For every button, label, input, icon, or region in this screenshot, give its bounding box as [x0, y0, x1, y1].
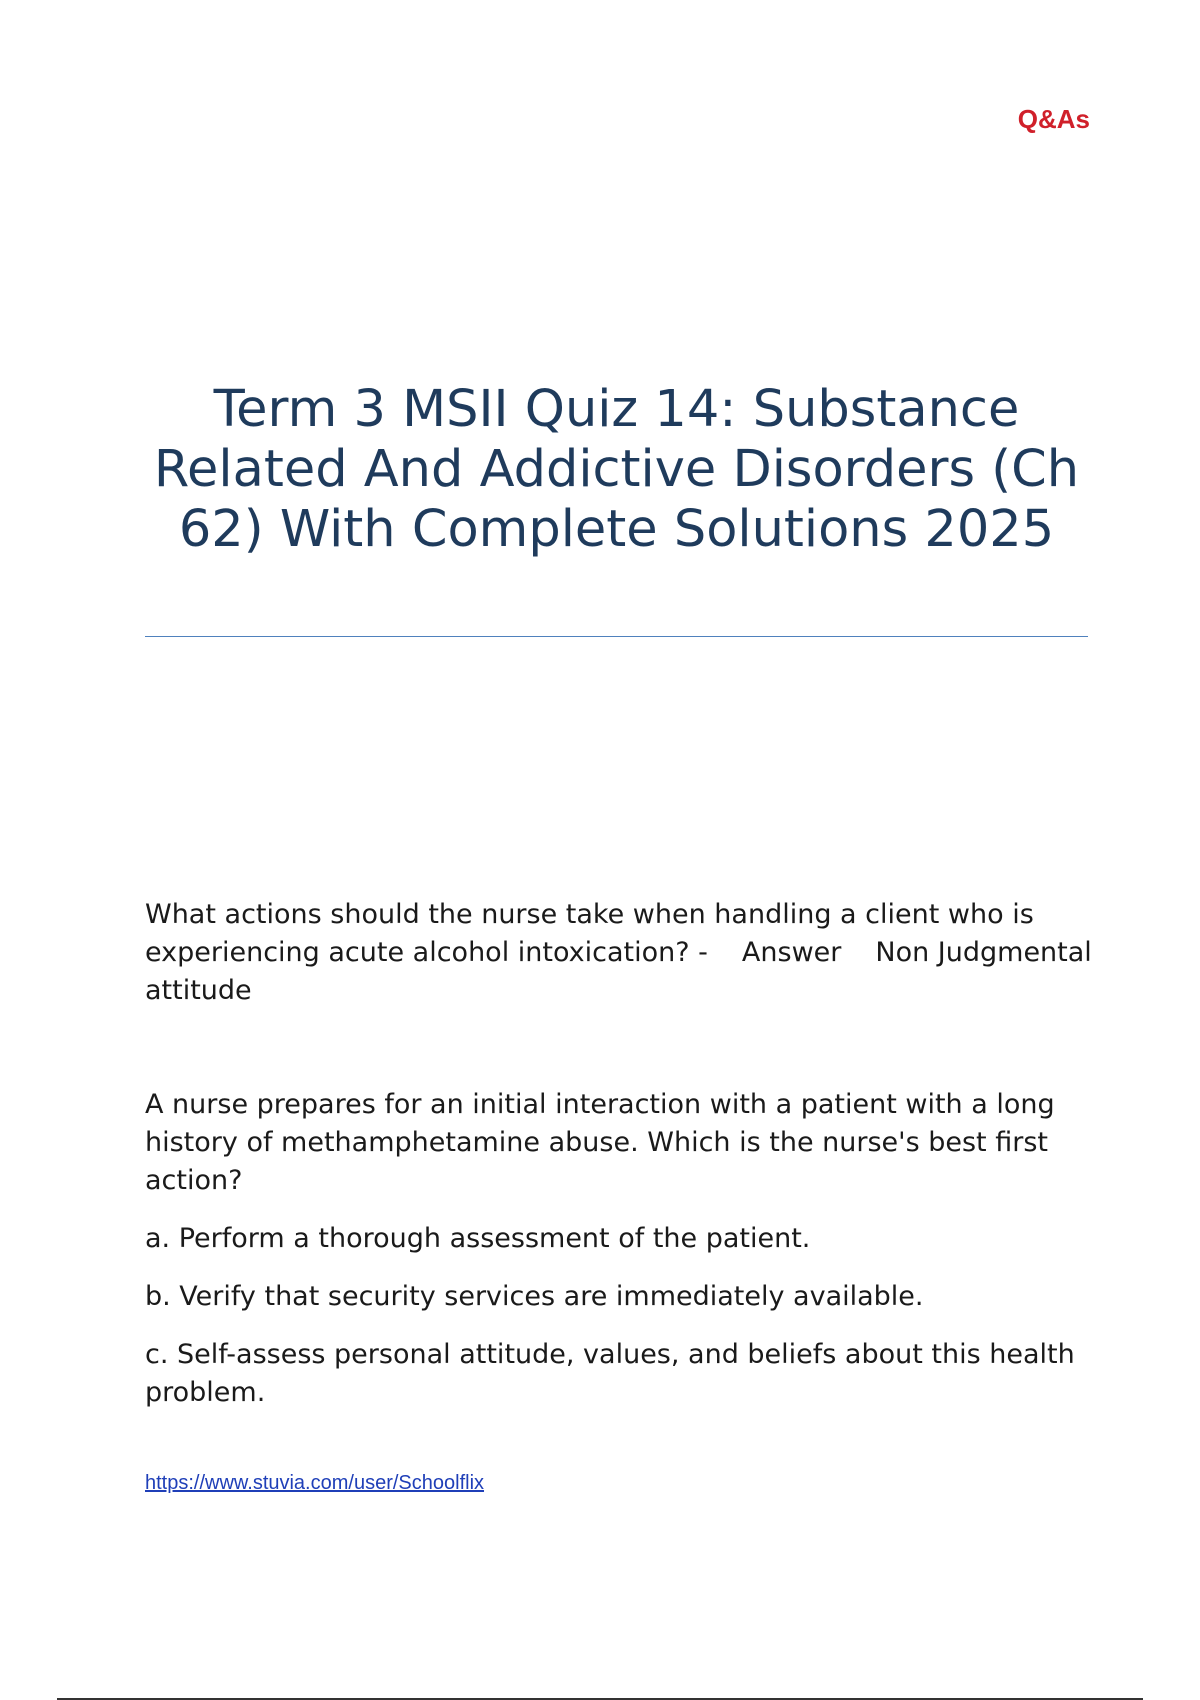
question-2-text: A nurse prepares for an initial interaction with a patient with a long history of methamphetamine abuse. Which is the nurse's best first action?	[145, 1089, 1055, 1196]
answer-1-text: Non Judgmental attitude	[145, 937, 1092, 1006]
question-2-option-a: a. Perform a thorough assessment of the patient.	[145, 1223, 811, 1254]
question-2-option-b: b. Verify that security services are immediately available.	[145, 1281, 924, 1312]
question-1-text: What actions should the nurse take when handling a client who is experiencing acute alcohol intoxication? -	[145, 899, 1034, 968]
qa-item-1	[145, 896, 1095, 1010]
answer-1-label: Answer	[741, 937, 842, 968]
document-title: Term 3 MSII Quiz 14: Substance Related And Addictive Disorders (Ch 62) With Complete Solutions 2025	[153, 380, 1080, 559]
qa-header-tag: Q&As	[1017, 104, 1090, 134]
source-link[interactable]: https://www.stuvia.com/user/Schoolflix	[145, 1472, 485, 1494]
title-block	[145, 380, 1088, 560]
title-underline-divider	[145, 636, 1088, 637]
question-2-option-c: c. Self-assess personal attitude, values, and beliefs about this health problem.	[145, 1339, 1075, 1408]
qa-content	[145, 896, 1095, 1412]
